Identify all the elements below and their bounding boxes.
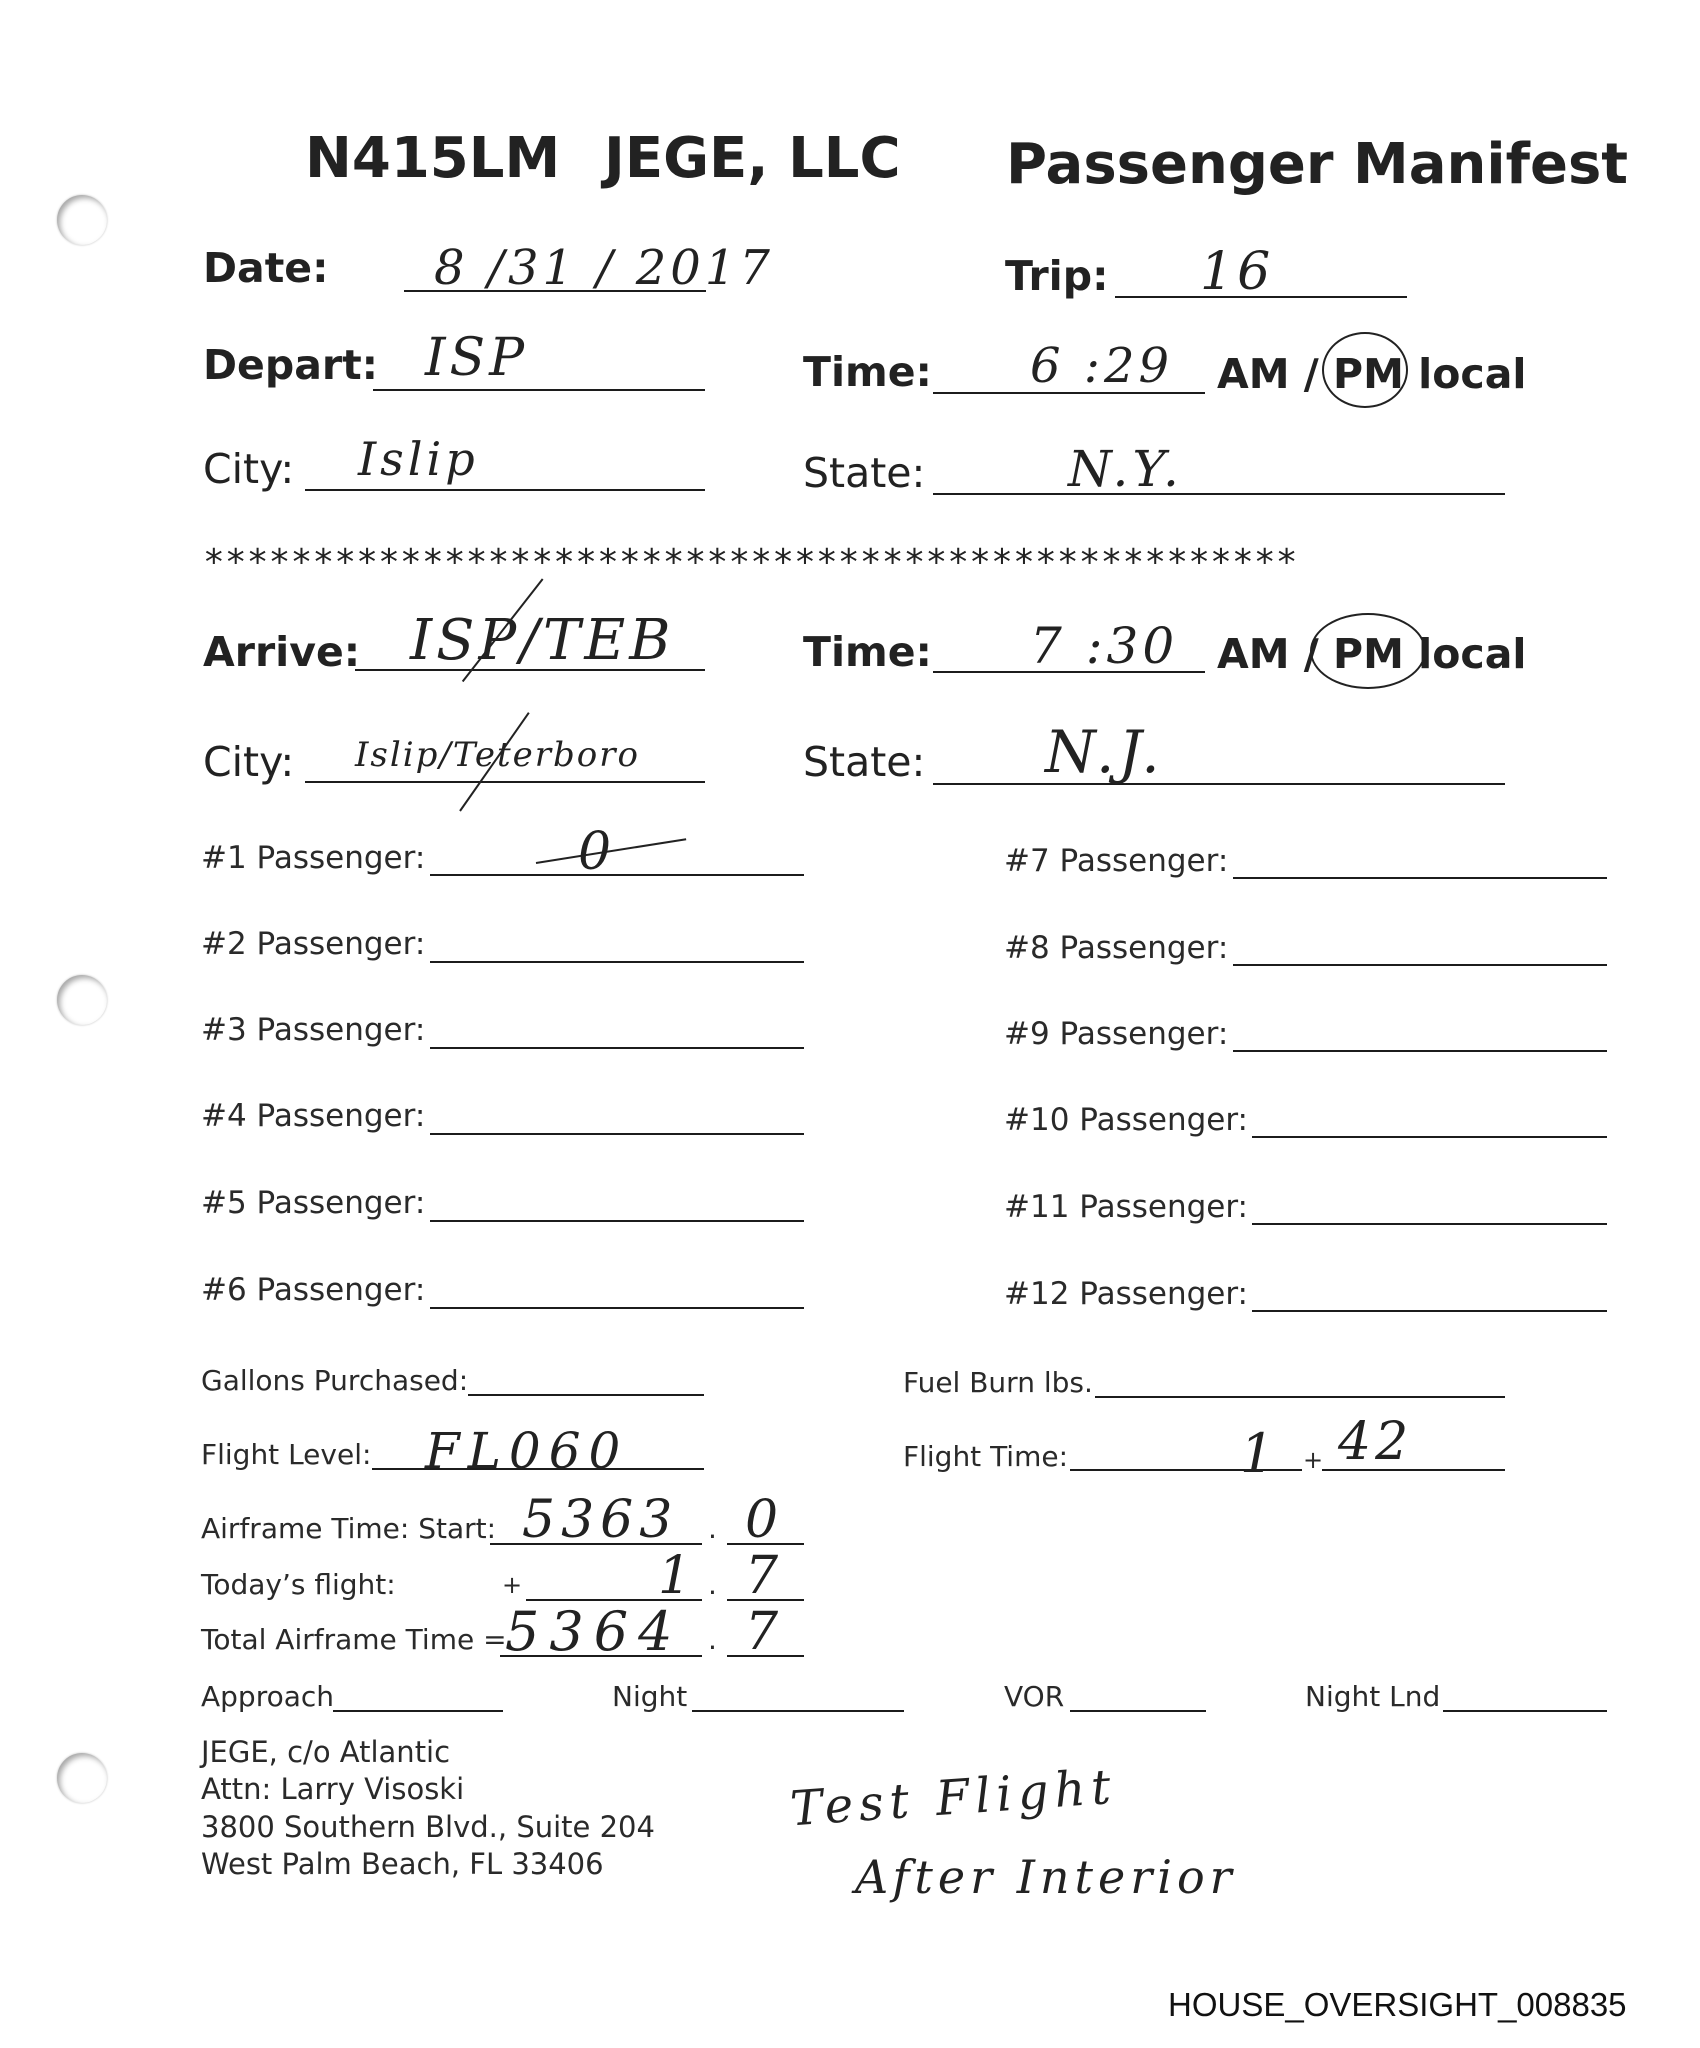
date-value: 8 /31 / 2017 [434, 240, 774, 296]
binder-hole-middle [57, 975, 107, 1025]
passenger-8-line [1233, 964, 1607, 966]
fuel-burn-label: Fuel Burn lbs. [903, 1366, 1093, 1399]
todays-flight-dec: 7 [745, 1546, 783, 1606]
passenger-6-label: #6 Passenger: [201, 1272, 426, 1308]
todays-flight-plus: + [502, 1571, 523, 1599]
approach-line [333, 1710, 503, 1712]
night-lnd-line [1443, 1710, 1607, 1712]
depart-value: ISP [425, 328, 529, 388]
total-airframe-dec: 7 [745, 1602, 783, 1662]
binder-hole-top [57, 195, 107, 245]
arrive-value: ISP/TEB [410, 608, 675, 673]
todays-flight-dot: . [708, 1568, 717, 1601]
arrive-state-value: N.J. [1045, 718, 1164, 786]
passenger-3-label: #3 Passenger: [201, 1012, 426, 1048]
depart-city-label: City: [203, 445, 295, 493]
depart-pm-circle [1322, 332, 1408, 408]
passenger-10-line [1252, 1136, 1607, 1138]
company-name: JEGE, LLC [604, 126, 901, 191]
arrive-pm-circle [1310, 613, 1426, 689]
depart-am-pm: AM / PM local [1217, 350, 1527, 398]
address-line-1: JEGE, c/o Atlantic [201, 1735, 451, 1769]
arrive-city-value: Islip/Teterboro [355, 735, 640, 775]
trip-label: Trip: [1005, 252, 1109, 300]
handwritten-note-line-2: After Interior [855, 1850, 1237, 1904]
flight-time-hours: 1 [1240, 1422, 1279, 1485]
passenger-11-label: #11 Passenger: [1004, 1189, 1248, 1225]
arrive-state-label: State: [803, 738, 926, 786]
arrive-am-pm: AM / PM local [1217, 630, 1527, 678]
passenger-2-label: #2 Passenger: [201, 926, 426, 962]
fuel-burn-line [1095, 1396, 1505, 1398]
depart-state-line [933, 493, 1505, 495]
binder-hole-bottom [57, 1753, 107, 1803]
night-label: Night [612, 1680, 688, 1713]
total-airframe-label: Total Airframe Time = [201, 1623, 507, 1656]
passenger-1-value: 0 [578, 822, 616, 882]
depart-time-label: Time: [803, 348, 932, 396]
passenger-8-label: #8 Passenger: [1004, 930, 1229, 966]
passenger-5-label: #5 Passenger: [201, 1185, 426, 1221]
total-airframe-dot: . [708, 1623, 717, 1656]
handwritten-note-line-1: Test Flight [788, 1758, 1119, 1838]
depart-city-line [305, 489, 705, 491]
passenger-9-label: #9 Passenger: [1004, 1016, 1229, 1052]
vor-label: VOR [1004, 1680, 1065, 1713]
address-line-4: West Palm Beach, FL 33406 [201, 1847, 604, 1881]
passenger-10-label: #10 Passenger: [1004, 1102, 1248, 1138]
depart-state-value: N.Y. [1068, 440, 1183, 498]
depart-state-label: State: [803, 449, 926, 497]
arrive-time-value: 7 :30 [1030, 617, 1179, 675]
airframe-start-value: 5363 [522, 1490, 679, 1550]
passenger-7-line [1233, 877, 1607, 879]
airframe-start-dot: . [708, 1512, 717, 1545]
gallons-purchased-label: Gallons Purchased: [201, 1364, 469, 1397]
flight-time-plus: + [1303, 1446, 1324, 1474]
todays-flight-value: 1 [658, 1546, 696, 1606]
airframe-start-dec: 0 [745, 1490, 783, 1550]
passenger-11-line [1252, 1223, 1607, 1225]
approach-label: Approach [201, 1680, 335, 1713]
flight-time-label: Flight Time: [903, 1440, 1069, 1473]
arrive-time-label: Time: [803, 628, 932, 676]
address-line-3: 3800 Southern Blvd., Suite 204 [201, 1810, 655, 1844]
gallons-purchased-line [468, 1394, 704, 1396]
arrive-label: Arrive: [203, 628, 361, 676]
passenger-1-line [430, 874, 804, 876]
flight-level-label: Flight Level: [201, 1438, 372, 1471]
todays-flight-label: Today’s flight: [201, 1568, 396, 1601]
trip-value: 16 [1200, 242, 1275, 302]
date-label: Date: [203, 244, 329, 292]
bates-number: HOUSE_OVERSIGHT_008835 [1168, 1986, 1627, 2023]
flight-level-value: FL060 [425, 1422, 629, 1480]
flight-time-minutes: 42 [1338, 1412, 1413, 1472]
vor-line [1070, 1710, 1206, 1712]
depart-line [373, 389, 705, 391]
asterisk-separator: ************************************************** [203, 542, 1298, 583]
passenger-4-label: #4 Passenger: [201, 1098, 426, 1134]
passenger-12-line [1252, 1310, 1607, 1312]
page-title: Passenger Manifest [1006, 132, 1629, 197]
night-lnd-label: Night Lnd [1305, 1680, 1441, 1713]
passenger-4-line [430, 1133, 804, 1135]
arrive-state-line [933, 783, 1505, 785]
depart-label: Depart: [203, 341, 379, 389]
passenger-2-line [430, 961, 804, 963]
arrive-city-line [305, 781, 705, 783]
passenger-5-line [430, 1220, 804, 1222]
airframe-start-label: Airframe Time: Start: [201, 1512, 497, 1545]
passenger-7-label: #7 Passenger: [1004, 843, 1229, 879]
night-line [692, 1710, 904, 1712]
passenger-12-label: #12 Passenger: [1004, 1276, 1248, 1312]
tail-number: N415LM [305, 126, 561, 191]
depart-time-value: 6 :29 [1030, 338, 1174, 394]
arrive-city-label: City: [203, 738, 295, 786]
total-airframe-value: 5364 [505, 1600, 683, 1663]
passenger-1-label: #1 Passenger: [201, 840, 426, 876]
depart-city-value: Islip [358, 432, 479, 486]
address-line-2: Attn: Larry Visoski [201, 1772, 465, 1806]
passenger-9-line [1233, 1050, 1607, 1052]
passenger-3-line [430, 1047, 804, 1049]
passenger-6-line [430, 1307, 804, 1309]
